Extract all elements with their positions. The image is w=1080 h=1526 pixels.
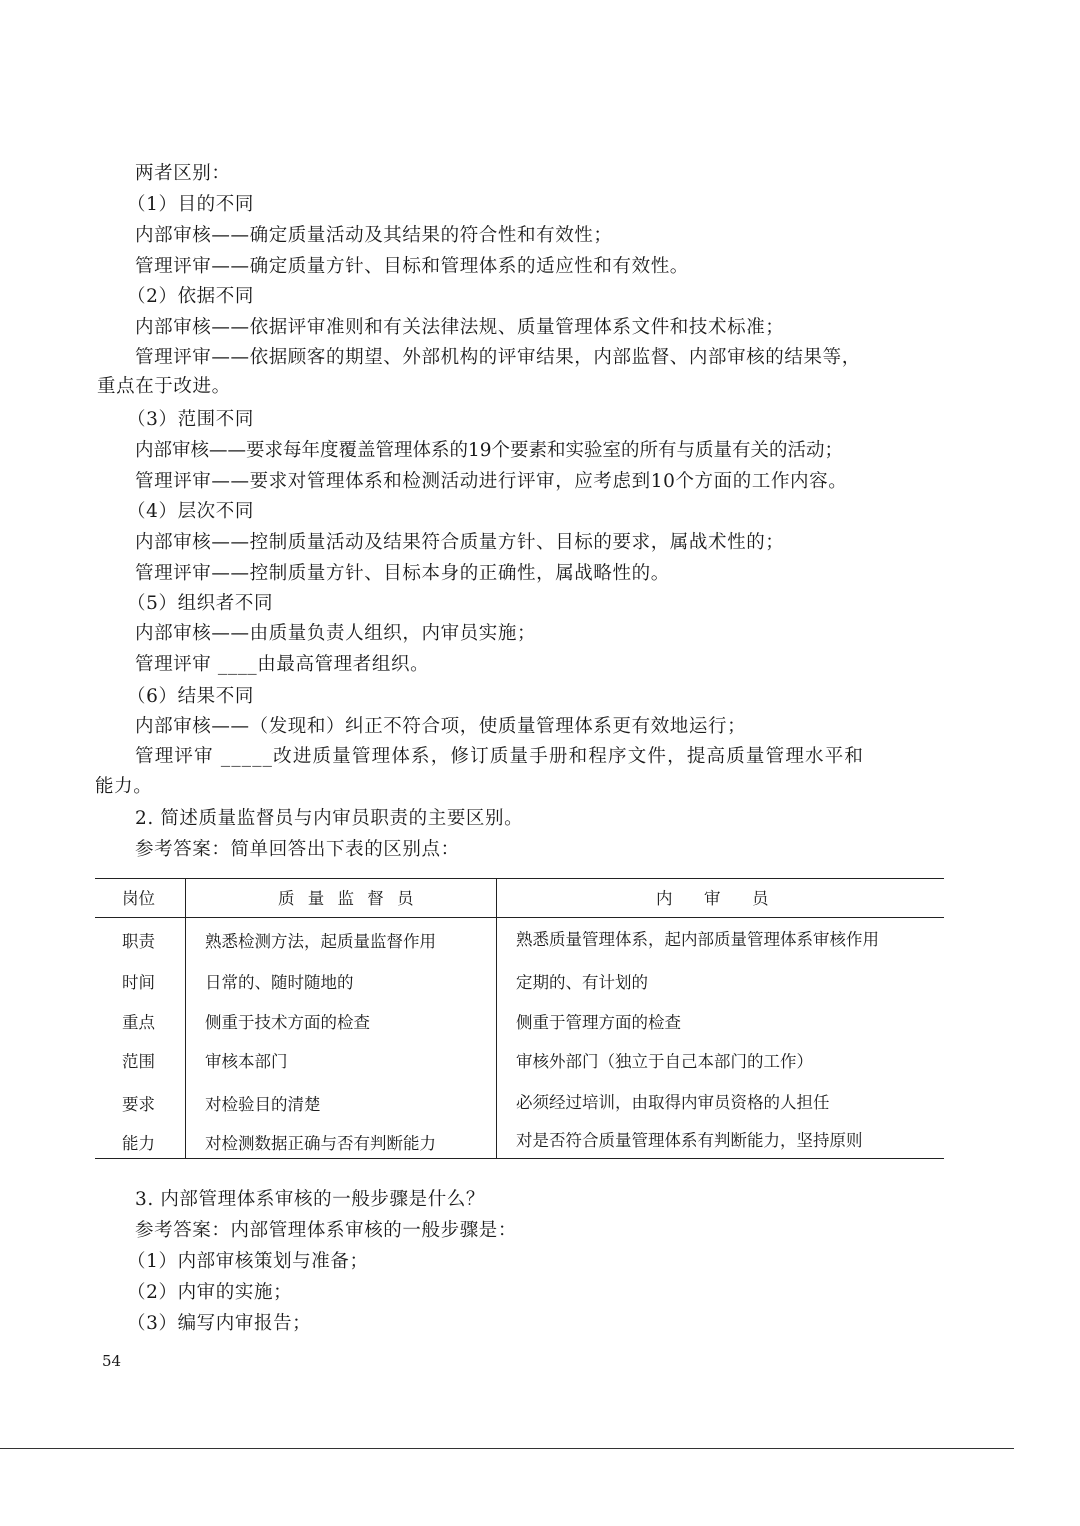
footer-rule [0, 1448, 1014, 1449]
text-line-bottom-4: （3）编写内审报告； [127, 1313, 312, 1334]
page-number: 54 [102, 1352, 122, 1370]
text-line-22: 参考答案：简单回答出下表的区别点： [135, 839, 460, 860]
row-supervisor: 熟悉检测方法，起质量监督作用 [205, 932, 436, 951]
row-auditor: 审核外部门（独立于自己本部门的工作） [516, 1052, 813, 1071]
text-line-13: 管理评审——控制质量方针、目标本身的正确性，属战略性的。 [135, 563, 670, 584]
row-auditor: 对是否符合质量管理体系有判断能力，坚持原则 [516, 1131, 863, 1150]
text-line-5: 内部审核——依据评审准则和有关法律法规、质量管理体系文件和技术标准； [135, 317, 785, 338]
row-label: 要求 [122, 1095, 155, 1114]
text-line-21: 2. 简述质量监督员与内审员职责的主要区别。 [135, 808, 524, 829]
text-line-4: （2）依据不同 [127, 286, 254, 307]
row-supervisor: 对检验目的清楚 [205, 1095, 321, 1114]
text-line-1: （1）目的不同 [127, 194, 254, 215]
table-header-rule [95, 917, 944, 918]
row-auditor: 定期的、有计划的 [516, 973, 648, 992]
row-label: 职责 [122, 932, 155, 951]
table-col-rule-1 [185, 878, 186, 1159]
text-line-bottom-3: （2）内审的实施； [127, 1282, 293, 1303]
table-top-rule [95, 878, 944, 879]
text-line-9: 内部审核——要求每年度覆盖管理体系的19个要素和实验室的所有与质量有关的活动； [135, 440, 844, 461]
text-line-20: 能力。 [95, 776, 153, 797]
text-line-16: 管理评审 ____由最高管理者组织。 [135, 654, 430, 675]
row-label: 范围 [122, 1052, 155, 1071]
table-header-auditor: 内 审 员 [656, 889, 769, 908]
row-supervisor: 侧重于技术方面的检查 [205, 1013, 370, 1032]
text-line-14: （5）组织者不同 [127, 593, 274, 614]
text-line-11: （4）层次不同 [127, 501, 254, 522]
text-line-0: 两者区别： [135, 163, 231, 184]
table-bottom-rule [95, 1158, 944, 1159]
row-auditor: 侧重于管理方面的检查 [516, 1013, 681, 1032]
row-supervisor: 对检测数据正确与否有判断能力 [205, 1134, 436, 1153]
row-label: 时间 [122, 973, 155, 992]
row-auditor: 熟悉质量管理体系，起内部质量管理体系审核作用 [516, 930, 879, 949]
text-line-2: 内部审核——确定质量活动及其结果的符合性和有效性； [135, 225, 613, 246]
table-col-rule-2 [496, 878, 497, 1159]
text-line-10: 管理评审——要求对管理体系和检测活动进行评审，应考虑到10个方面的工作内容。 [135, 471, 848, 492]
text-line-6: 管理评审——依据顾客的期望、外部机构的评审结果，内部监督、内部审核的结果等， [135, 347, 861, 368]
row-label: 能力 [122, 1134, 155, 1153]
row-auditor: 必须经过培训，由取得内审员资格的人担任 [516, 1093, 830, 1112]
text-line-15: 内部审核——由质量负责人组织，内审员实施； [135, 623, 537, 644]
text-line-bottom-1: 参考答案：内部管理体系审核的一般步骤是： [135, 1220, 518, 1241]
text-line-18: 内部审核——（发现和）纠正不符合项，使质量管理体系更有效地运行； [135, 716, 747, 737]
text-line-12: 内部审核——控制质量活动及结果符合质量方针、目标的要求，属战术性的； [135, 532, 785, 553]
row-supervisor: 审核本部门 [205, 1052, 288, 1071]
table-header-supervisor: 质 量 监 督 员 [278, 889, 418, 908]
text-line-19: 管理评审 _____改进质量管理体系，修订质量手册和程序文件，提高质量管理水平和 [135, 746, 865, 767]
row-supervisor: 日常的、随时随地的 [205, 973, 354, 992]
text-line-17: （6）结果不同 [127, 686, 254, 707]
text-line-8: （3）范围不同 [127, 409, 254, 430]
text-line-3: 管理评审——确定质量方针、目标和管理体系的适应性和有效性。 [135, 256, 689, 277]
text-line-bottom-2: （1）内部审核策划与准备； [127, 1251, 369, 1272]
table-header-position: 岗位 [122, 889, 155, 908]
row-label: 重点 [122, 1013, 155, 1032]
text-line-bottom-0: 3. 内部管理体系审核的一般步骤是什么？ [135, 1189, 486, 1210]
text-line-7: 重点在于改进。 [97, 376, 231, 397]
